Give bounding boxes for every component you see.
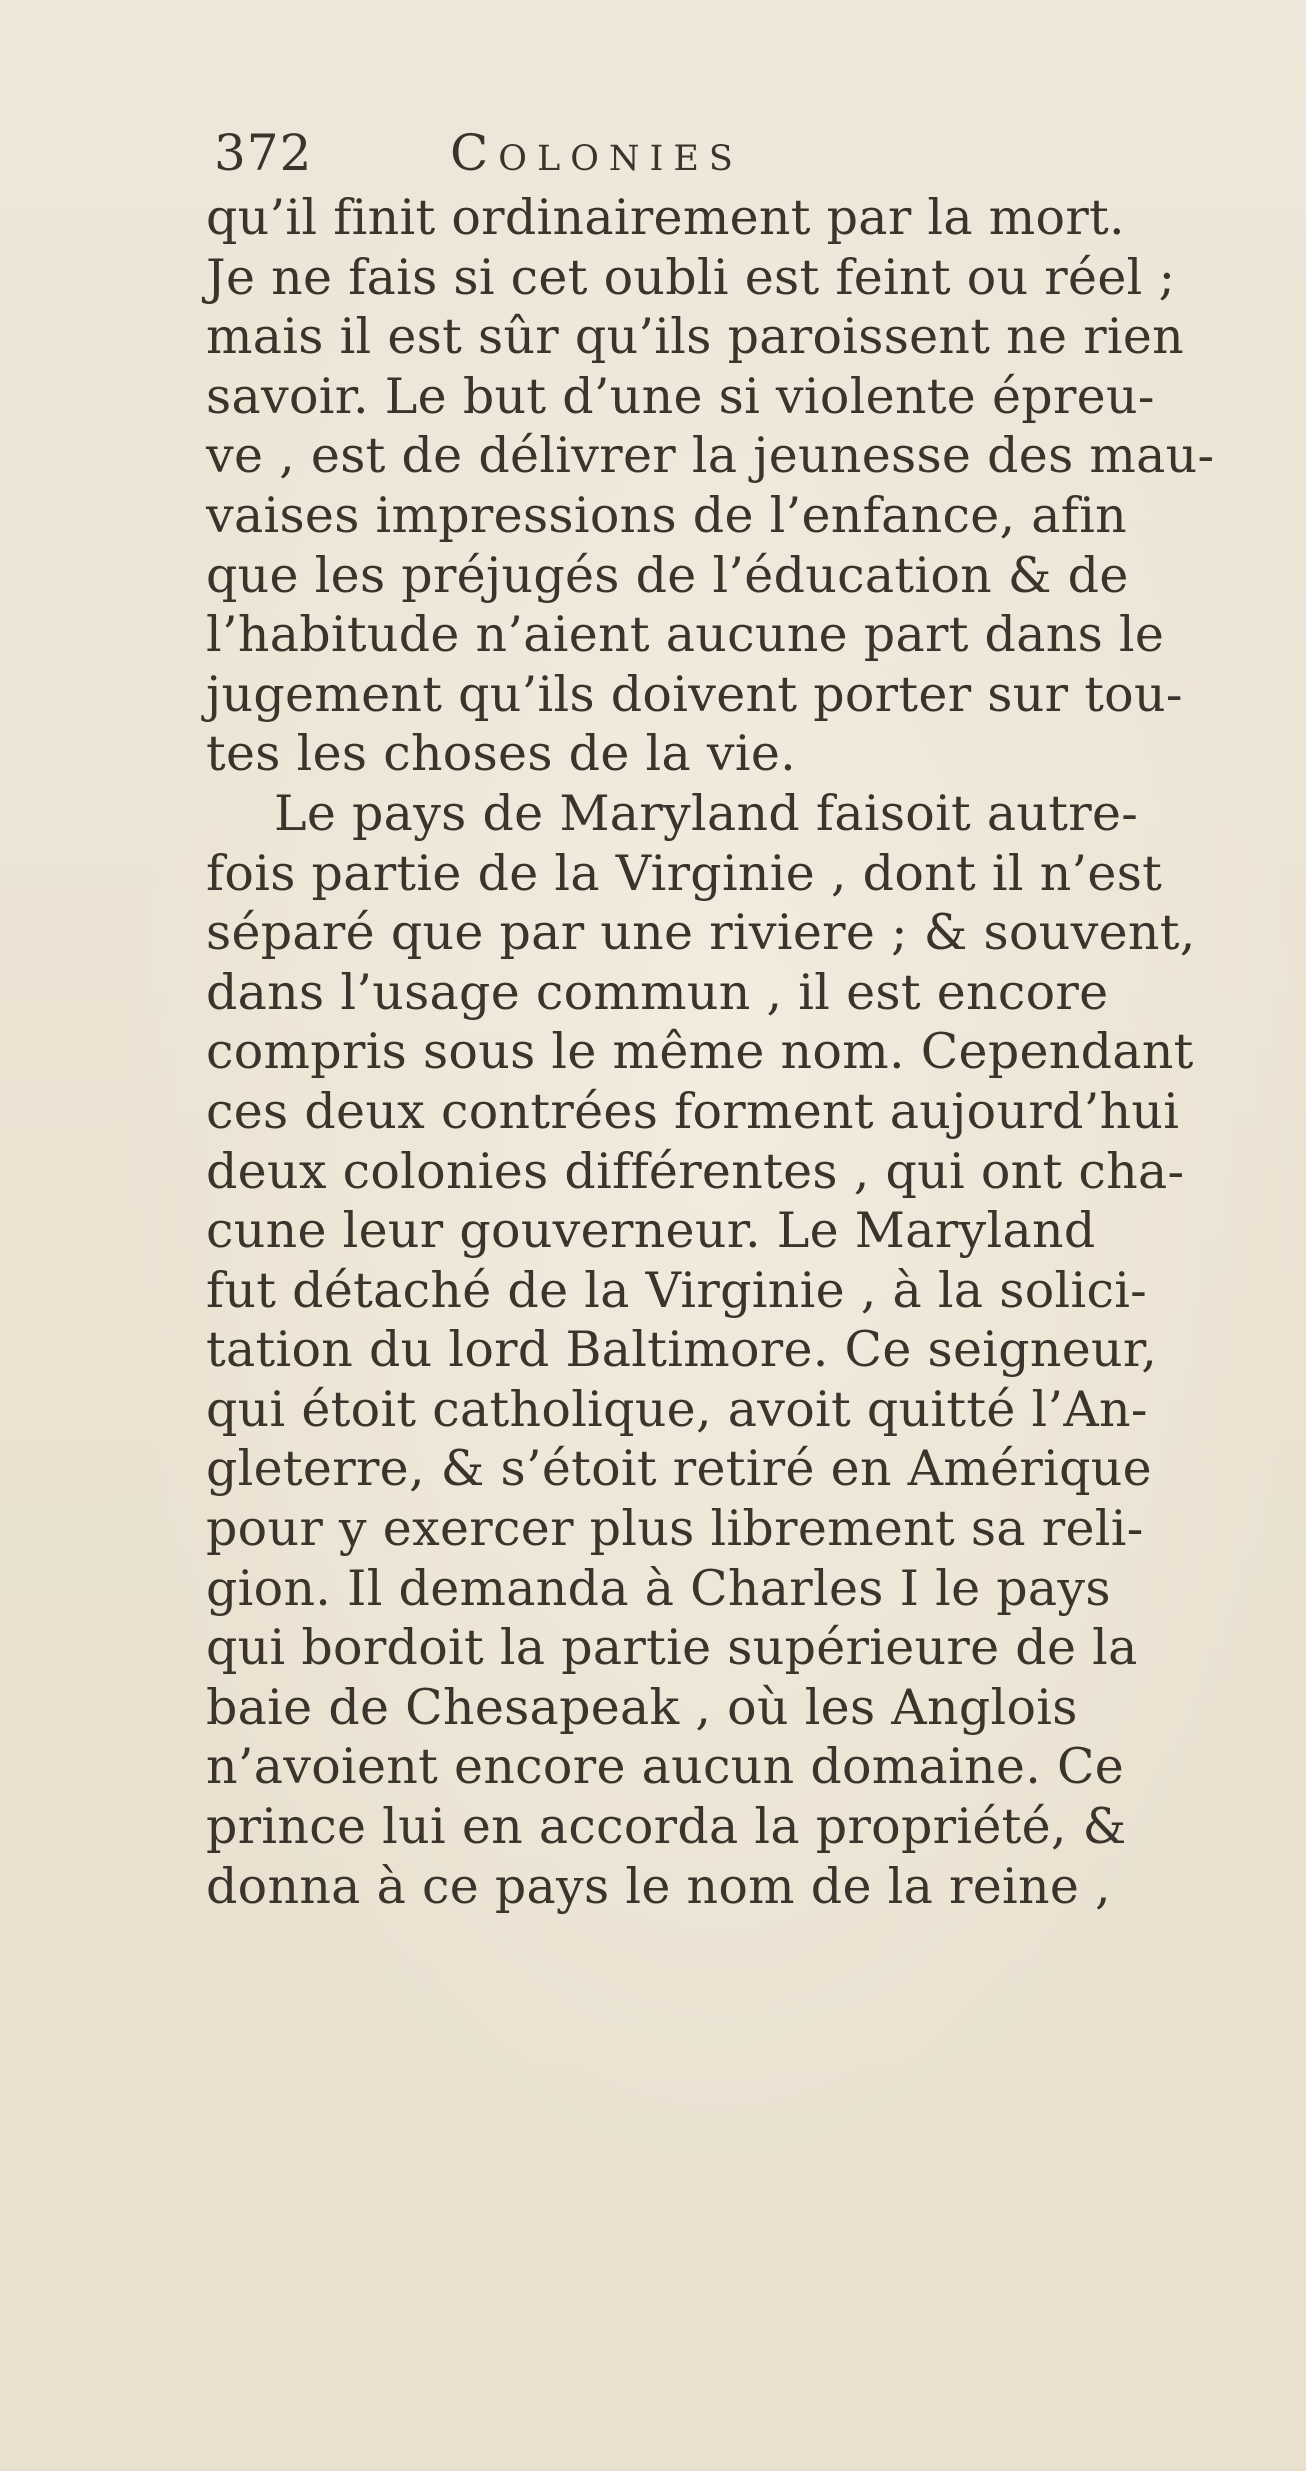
running-head: Colonies (450, 124, 743, 182)
text-line: fois partie de la Virginie , dont il n’est (206, 844, 1163, 902)
text-line: gion. Il demanda à Charles I le pays (206, 1559, 1111, 1617)
page-header (214, 118, 1084, 188)
text-line: pour y exercer plus librement sa reli- (206, 1500, 1144, 1558)
text-line: tation du lord Baltimore. Ce seigneur, (206, 1321, 1158, 1379)
text-line: qui bordoit la partie supérieure de la (206, 1619, 1138, 1677)
text-line: ve , est de délivrer la jeunesse des mau- (206, 427, 1215, 485)
text-line: mais il est sûr qu’ils paroissent ne rien (206, 308, 1185, 366)
text-line: qui étoit catholique, avoit quitté l’An- (206, 1380, 1148, 1438)
paragraph-first-line: Le pays de Maryland faisoit autre- (274, 784, 1139, 842)
text-line: gleterre, & s’étoit retiré en Amérique (206, 1440, 1152, 1498)
text-line: savoir. Le but d’une si violente épreu- (206, 367, 1155, 425)
text-line: dans l’usage commun , il est encore (206, 963, 1109, 1021)
text-line: n’avoient encore aucun domaine. Ce (206, 1738, 1125, 1796)
text-line: baie de Chesapeak , où les Anglois (206, 1678, 1078, 1736)
text-line: jugement qu’ils doivent porter sur tou- (206, 665, 1183, 723)
text-line: que les préjugés de l’éducation & de (206, 546, 1129, 604)
text-line: fut détaché de la Virginie , à la solici- (206, 1261, 1148, 1319)
text-line: tes les choses de la vie. (206, 725, 796, 783)
text-line: prince lui en accorda la propriété, & (206, 1798, 1127, 1856)
text-line: compris sous le même nom. Cependant (206, 1023, 1194, 1081)
text-line: Je ne fais si cet oubli est feint ou réel ; (206, 248, 1176, 306)
text-line: deux colonies différentes , qui ont cha- (206, 1142, 1185, 1200)
page-number: 372 (214, 124, 313, 182)
text-line: donna à ce pays le nom de la reine , (206, 1857, 1111, 1915)
body-text (206, 188, 1215, 1916)
text-line: vaises impressions de l’enfance, afin (206, 486, 1128, 544)
text-line: ces deux contrées forment aujourd’hui (206, 1082, 1180, 1140)
text-line: séparé que par une riviere ; & souvent, (206, 904, 1196, 962)
text-line: qu’il finit ordinairement par la mort. (206, 189, 1125, 246)
text-line: cune leur gouverneur. Le Maryland (206, 1202, 1096, 1260)
text-line: l’habitude n’aient aucune part dans le (206, 606, 1165, 664)
